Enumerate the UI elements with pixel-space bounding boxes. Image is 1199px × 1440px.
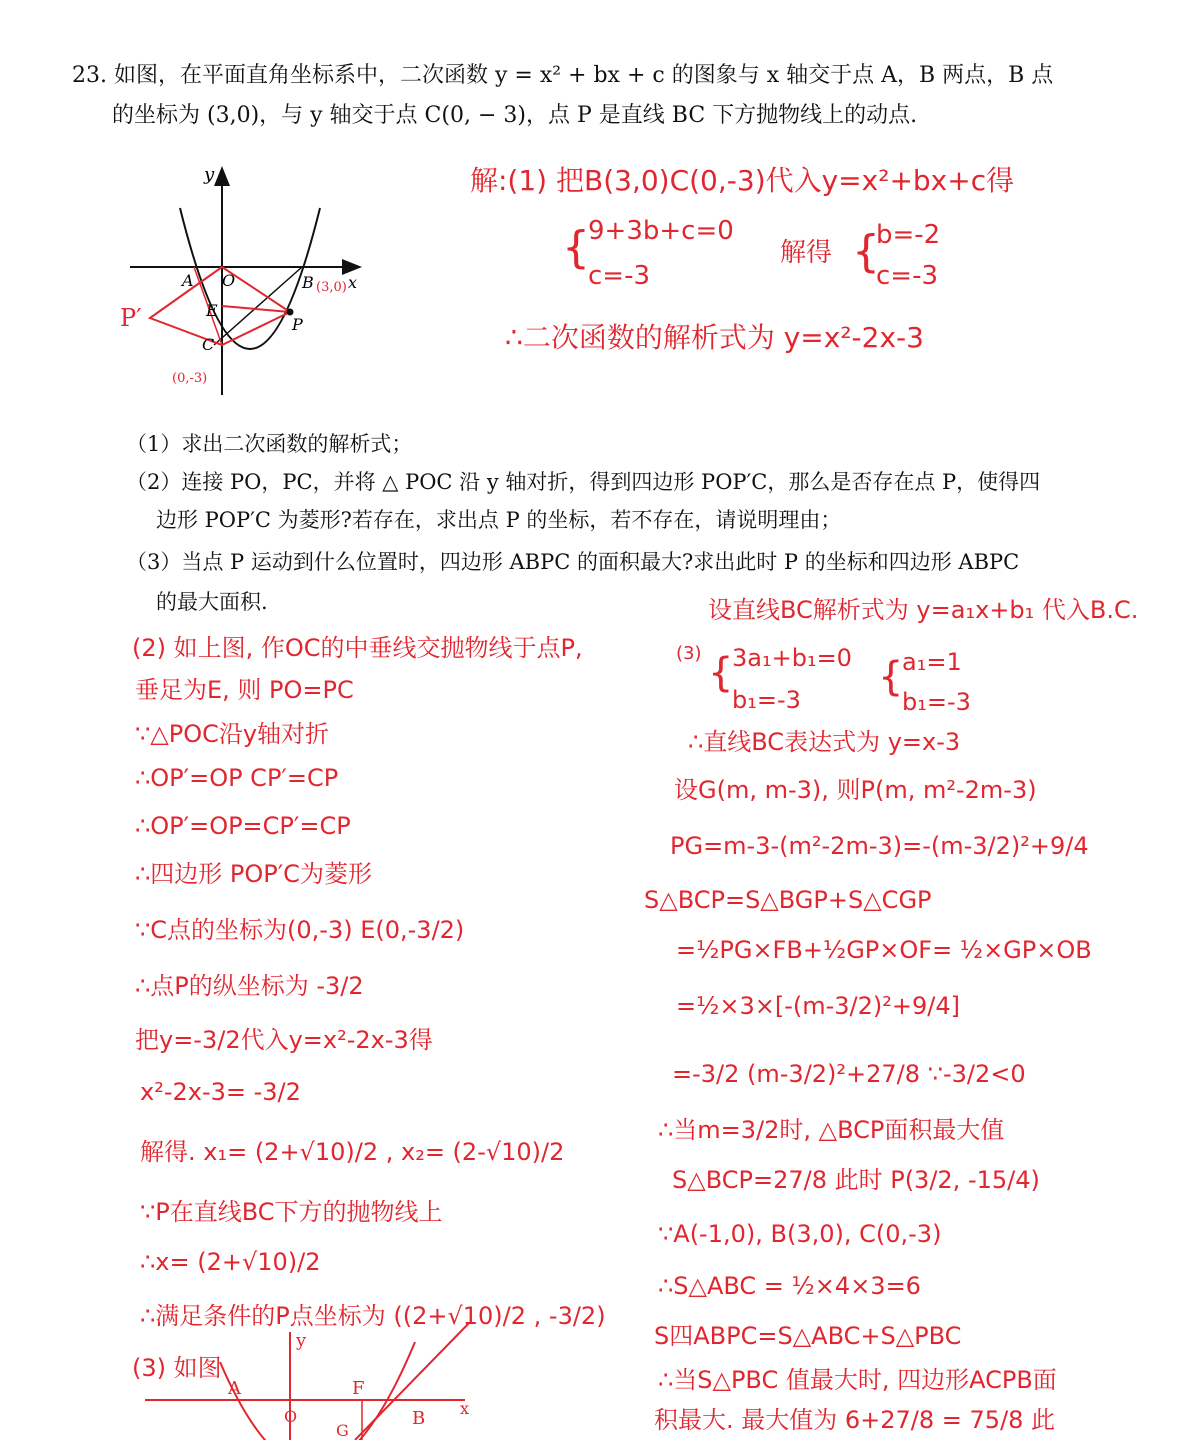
sol1-brace-1: { bbox=[562, 222, 590, 273]
sol2-line: ∴OP′=OP=CP′=CP bbox=[135, 812, 351, 840]
fig2-label-b: B bbox=[412, 1408, 426, 1429]
sol2-line: ∴四边形 POP′C为菱形 bbox=[135, 860, 372, 888]
sol1-solved-label: 解得 bbox=[780, 238, 833, 268]
sol2-line: x²-2x-3= -3/2 bbox=[140, 1078, 301, 1106]
sol3-brace-1: { bbox=[708, 650, 734, 696]
sol3-line: ∴S△ABC = ½×4×3=6 bbox=[658, 1272, 921, 1300]
fig1-label-c: C bbox=[202, 335, 215, 354]
sol3-line: ∴当m=3/2时, △BCP面积最大值 bbox=[658, 1116, 1005, 1144]
sol2-line: ∴x= (2+√10)/2 bbox=[140, 1248, 321, 1276]
fig1-label-pprime: P′ bbox=[120, 304, 142, 332]
fig1-label-e: E bbox=[206, 301, 218, 320]
sol3-line: S△BCP=S△BGP+S△CGP bbox=[644, 886, 932, 914]
sol2-line: ∵C点的坐标为(0,-3) E(0,-3/2) bbox=[135, 916, 465, 944]
sol2-line: 把y=-3/2代入y=x²-2x-3得 bbox=[135, 1026, 433, 1054]
sol3-line: PG=m-3-(m²-2m-3)=-(m-3/2)²+9/4 bbox=[670, 832, 1089, 860]
sol1-res-b: c=-3 bbox=[876, 261, 939, 291]
sol3-brace-2: { bbox=[878, 654, 904, 700]
sol1-res-a: b=-2 bbox=[876, 220, 941, 250]
sol1-line-1: 解:(1) 把B(3,0)C(0,-3)代入y=x²+bx+c得 bbox=[470, 164, 1015, 197]
question-1: （1）求出二次函数的解析式； bbox=[126, 432, 413, 456]
question-3-line-1: （3）当点 P 运动到什么位置时，四边形 ABPC 的面积最大?求出此时 P 的坐标和四边形 ABPC bbox=[126, 550, 1020, 574]
sol2-line: ∴OP′=OP CP′=CP bbox=[135, 764, 339, 792]
sol3-line: 设G(m, m-3), 则P(m, m²-2m-3) bbox=[674, 776, 1037, 804]
question-2-line-2: 边形 POP′C 为菱形?若存在，求出点 P 的坐标，若不存在，请说明理由； bbox=[156, 508, 842, 532]
sol3-label: (3) 如图 bbox=[132, 1354, 222, 1382]
parabola-figure bbox=[110, 160, 380, 400]
fig2-label-f: F bbox=[352, 1378, 365, 1399]
fig2-label-x: x bbox=[460, 1399, 470, 1418]
fig1-label-x: x bbox=[348, 273, 358, 292]
sol2-line: ∴满足条件的P点坐标为 ((2+√10)/2 , -3/2) bbox=[140, 1302, 606, 1330]
sol1-line-4: ∴二次函数的解析式为 y=x²-2x-3 bbox=[505, 321, 924, 354]
sol3-line: ∴直线BC表达式为 y=x-3 bbox=[688, 728, 961, 756]
fig1-label-y: y bbox=[204, 164, 215, 185]
fig1-label-o: O bbox=[222, 271, 236, 290]
sol3-line: =-3/2 (m-3/2)²+27/8 ∵-3/2<0 bbox=[672, 1060, 1026, 1088]
sol2-line: (2) 如上图, 作OC的中垂线交抛物线于点P, bbox=[132, 634, 583, 662]
rhombus-pop-c bbox=[150, 267, 290, 345]
problem-line-1: 23. 如图，在平面直角坐标系中，二次函数 y = x² + bx + c 的图象与 x 轴交于点 A，B 两点，B 点 bbox=[72, 63, 1054, 88]
fig1-label-b-coord: (3,0) bbox=[316, 280, 347, 295]
sol3-res-a: a₁=1 bbox=[902, 648, 962, 676]
sol3-line: =½×3×[-(m-3/2)²+9/4] bbox=[676, 992, 960, 1020]
sol2-line: 垂足为E, 则 PO=PC bbox=[135, 676, 354, 704]
sol1-sys-b: c=-3 bbox=[588, 261, 651, 291]
fig1-label-a: A bbox=[182, 271, 194, 290]
sol2-line: ∵P在直线BC下方的抛物线上 bbox=[140, 1198, 443, 1226]
sol3-line: 积最大. 最大值为 6+27/8 = 75/8 此 bbox=[654, 1406, 1056, 1434]
fig2-label-y: y bbox=[296, 1330, 307, 1351]
sol3-line: S四ABPC=S△ABC+S△PBC bbox=[654, 1322, 962, 1350]
problem-line-2: 的坐标为 (3,0)，与 y 轴交于点 C(0, − 3)，点 P 是直线 BC 下方抛物线上的动点. bbox=[112, 103, 918, 128]
sol3-res-b: b₁=-3 bbox=[902, 688, 971, 716]
sol1-sys-a: 9+3b+c=0 bbox=[588, 216, 734, 246]
sol2-line: ∴点P的纵坐标为 -3/2 bbox=[135, 972, 364, 1000]
sol3-line: =½PG×FB+½GP×OF= ½×GP×OB bbox=[676, 936, 1092, 964]
sol3-line: ∵A(-1,0), B(3,0), C(0,-3) bbox=[658, 1220, 942, 1248]
fig2-label-a: A bbox=[228, 1378, 241, 1399]
fig1-label-b: B bbox=[302, 273, 314, 292]
sketch-figure-2 bbox=[140, 1322, 480, 1440]
sol3-sys-b: b₁=-3 bbox=[732, 686, 801, 714]
fig2-label-o: O bbox=[284, 1407, 298, 1426]
question-3-line-2: 的最大面积. bbox=[156, 590, 268, 614]
sol3-sys-a: 3a₁+b₁=0 bbox=[732, 644, 852, 672]
sol2-line: ∵△POC沿y轴对折 bbox=[135, 720, 330, 748]
sol3-line: ∴当S△PBC 值最大时, 四边形ACPB面 bbox=[658, 1366, 1057, 1394]
fig2-label-g: G bbox=[336, 1421, 349, 1440]
fig2-parabola bbox=[220, 1342, 415, 1440]
sol3-line: S△BCP=27/8 此时 P(3/2, -15/4) bbox=[672, 1166, 1040, 1194]
sol3-mark: (3) bbox=[676, 643, 702, 664]
sol1-brace-2: { bbox=[852, 226, 880, 277]
sol2-line: 解得. x₁= (2+√10)/2 , x₂= (2-√10)/2 bbox=[140, 1138, 565, 1166]
question-2-line-1: （2）连接 PO，PC，并将 △ POC 沿 y 轴对折，得到四边形 POP′C，那么是否存在点 P，使得四 bbox=[126, 470, 1041, 494]
fig1-label-p: P bbox=[292, 315, 303, 334]
fig1-label-c-coord: (0,-3) bbox=[172, 371, 208, 386]
sol3-intro: 设直线BC解析式为 y=a₁x+b₁ 代入B.C. bbox=[708, 596, 1139, 624]
